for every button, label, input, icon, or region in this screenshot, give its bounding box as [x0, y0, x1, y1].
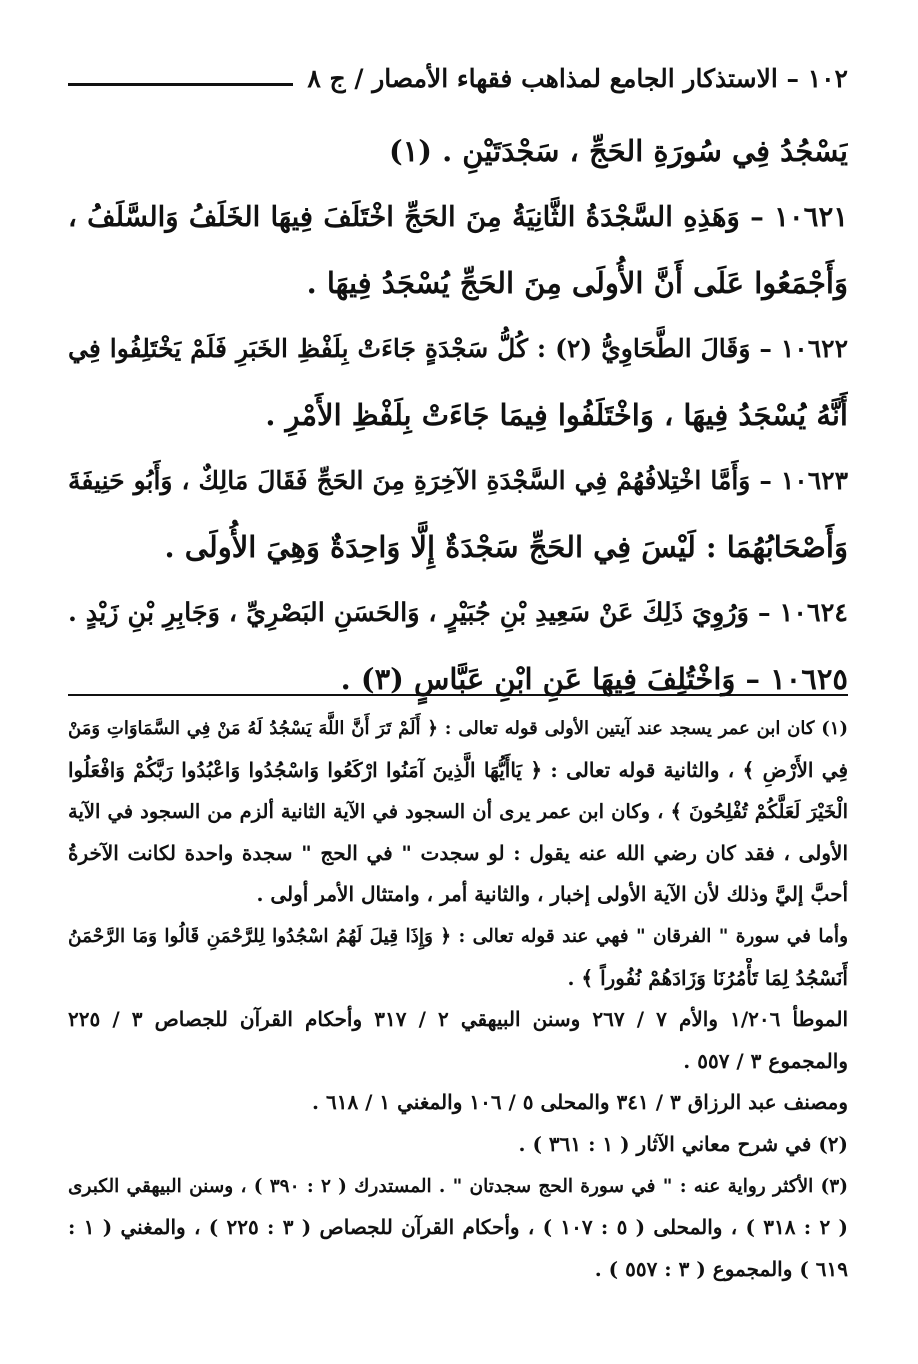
main-text	[68, 118, 848, 712]
header-rule	[68, 83, 293, 86]
running-title: ١٠٢ – الاستذكار الجامع لمذاهب فقهاء الأمصار / ج ٨	[307, 63, 848, 93]
running-header	[68, 58, 848, 98]
footnote-separator	[68, 694, 848, 696]
main-text-line: ١٠٦٢٥ – وَاخْتُلِفَ فِيهَا عَنِ ابْنِ عَبَّاسٍ (٣) .	[340, 662, 848, 696]
main-text-line: ١٠٦٢١ – وَهَذِهِ السَّجْدَةُ الثَّانِيَةُ مِنَ الحَجِّ اخْتَلَفَ فِيهَا الخَلَفُ وَالسَّلَفُ ،	[68, 201, 848, 233]
footnote-line: ومصنف عبد الرزاق ٣ / ٣٤١ والمحلى ٥ / ١٠٦ والمغني ١ / ٦١٨ .	[312, 1090, 848, 1115]
footnote-line: (١) كان ابن عمر يسجد عند آيتين الأولى قوله تعالى : ﴿ أَلَمْ تَرَ أَنَّ اللَّهَ يَسْجُدُ لَهُ مَنْ فِي السَّمَاوَاتِ وَمَنْ	[68, 718, 848, 739]
footnote-line: الْخَيْرَ لَعَلَّكُمْ تُفْلِحُونَ ﴾ ، وكان ابن عمر يرى أن السجود في الآية الثانية ألزم من السجود في الآية	[68, 800, 848, 824]
footnote-line: (٣) الأكثر رواية عنه : " في سورة الحج سجدتان " . المستدرك ( ٢ : ٣٩٠ ) ، وسنن البيهقي الكبرى	[68, 1175, 848, 1197]
main-text-line: ١٠٦٢٢ – وَقَالَ الطَّحَاوِيُّ (٢) : كُلُّ سَجْدَةٍ جَاءَتْ بِلَفْظِ الخَبَرِ فَلَمْ يَخْتَلِفُوا فِي	[68, 334, 848, 363]
main-text-line: وَأَصْحَابُهُمَا : لَيْسَ فِي الحَجِّ سَجْدَةٌ إِلَّا وَاحِدَةٌ وَهِيَ الأُولَى .	[164, 530, 848, 564]
footnote-line: أَنَسْجُدُ لِمَا تَأْمُرُنَا وَزَادَهُمْ نُفُوراً ﴾ .	[567, 965, 848, 990]
main-text-line: يَسْجُدُ فِي سُورَةِ الحَجِّ ، سَجْدَتَيْنِ . (١)	[388, 134, 848, 168]
main-text-line: وَأَجْمَعُوا عَلَى أَنَّ الأُولَى مِنَ الحَجِّ يُسْجَدُ فِيهَا .	[306, 266, 848, 300]
main-text-line: ١٠٦٢٤ – وَرُوِيَ ذَلِكَ عَنْ سَعِيدِ بْنِ جُبَيْرٍ ، وَالحَسَنِ البَصْرِيِّ ، وَجَابِرِ بْنِ زَيْدٍ .	[68, 598, 848, 628]
main-text-line: أَنَّهُ يُسْجَدُ فِيهَا ، وَاخْتَلَفُوا فِيمَا جَاءَتْ بِلَفْظِ الأَمْرِ .	[265, 398, 848, 432]
footnote-line: ( ٢ : ٣١٨ ) ، والمحلى ( ٥ : ١٠٧ ) ، وأحكام القرآن للجصاص ( ٣ : ٢٢٥ ) ، والمغني ( ١ :	[68, 1215, 848, 1240]
main-text-line: ١٠٦٢٣ – وَأَمَّا اخْتِلافُهُمْ فِي السَّجْدَةِ الآخِرَةِ مِنَ الحَجِّ فَقَالَ مَالِكٌ ، وَأَبُو حَنِيفَةَ	[68, 466, 848, 495]
footnote-line: الأولى ، فقد كان رضي الله عنه يقول : لو سجدت " في الحج " سجدة واحدة لكانت الآخرةُ	[68, 840, 848, 865]
footnote-line: وأما في سورة " الفرقان " فهي عند قوله تعالى : ﴿ وَإِذَا قِيلَ لَهُمُ اسْجُدُوا لِلرَّحْمَنِ قَالُوا وَمَا الرَّحْمَنُ	[68, 925, 848, 947]
footnote-line: الموطأ ١/٢٠٦ والأم ٧ / ٢٦٧ وسنن البيهقي ٢ / ٣١٧ وأحكام القرآن للجصاص ٣ / ٢٢٥	[68, 1007, 848, 1032]
footnote-line: (٢) في شرح معاني الآثار ( ١ : ٣٦١ ) .	[518, 1131, 848, 1156]
footnote-line: فِي الأَرْضِ ﴾ ، والثانية قوله تعالى : ﴿ يَاأَيُّهَا الَّذِينَ آمَنُوا ارْكَعُوا وَاسْجُدُوا وَاعْبُدُوا رَبَّكُمْ وَافْعَلُوا	[68, 757, 848, 782]
footnote-line: أحبَّ إليَّ وذلك لأن الآية الأولى إخبار ، والثانية أمر ، وامتثال الأمر أولى .	[256, 882, 848, 907]
footnotes	[68, 708, 848, 1290]
footnote-line: ٦١٩ ) والمجموع ( ٣ : ٥٥٧ ) .	[594, 1256, 848, 1281]
footnote-line: والمجموع ٣ / ٥٥٧ .	[683, 1048, 848, 1073]
